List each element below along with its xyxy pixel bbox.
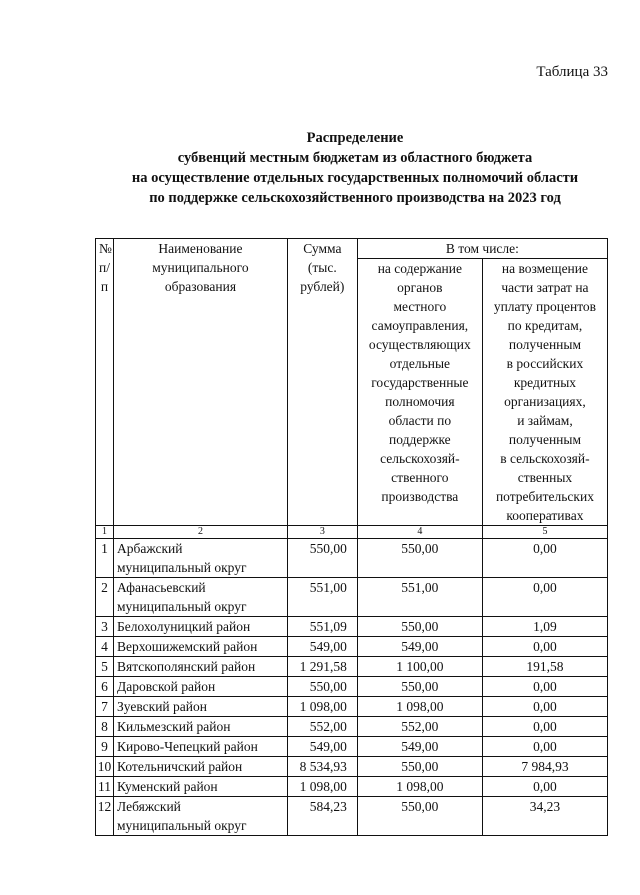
municipality-name: Кильмезский район	[114, 717, 288, 737]
municipality-name: Белохолуницкий район	[114, 617, 288, 637]
interest-compensation-amount: 0,00	[482, 737, 607, 757]
total-sum: 550,00	[287, 677, 357, 697]
municipality-name: Даровской район	[114, 677, 288, 697]
table-row	[96, 657, 608, 677]
municipality-name: Верхошижемский район	[114, 637, 288, 657]
header-sum: Сумма (тыс. рублей)	[287, 239, 357, 526]
municipality-name: Зуевский район	[114, 697, 288, 717]
interest-compensation-amount: 0,00	[482, 677, 607, 697]
table-row	[96, 637, 608, 657]
municipality-name: Котельничский район	[114, 757, 288, 777]
local-government-amount: 550,00	[357, 677, 482, 697]
total-sum: 584,23	[287, 797, 357, 836]
row-number: 1	[96, 539, 114, 578]
row-number: 10	[96, 757, 114, 777]
row-number: 5	[96, 657, 114, 677]
header-num: № п/п	[96, 239, 114, 526]
table-row	[96, 677, 608, 697]
local-government-amount: 549,00	[357, 737, 482, 757]
title-line: по поддержке сельскохозяйственного производства на 2023 год	[149, 190, 561, 206]
table-row	[96, 797, 608, 836]
total-sum: 1 291,58	[287, 657, 357, 677]
column-index: 3	[287, 526, 357, 539]
municipality-name: Кирово-Чепецкий район	[114, 737, 288, 757]
local-government-amount: 550,00	[357, 757, 482, 777]
local-government-amount: 551,00	[357, 578, 482, 617]
total-sum: 1 098,00	[287, 777, 357, 797]
table-row	[96, 578, 608, 617]
local-government-amount: 552,00	[357, 717, 482, 737]
header-including: В том числе:	[357, 239, 607, 259]
interest-compensation-amount: 7 984,93	[482, 757, 607, 777]
row-number: 9	[96, 737, 114, 757]
table-row	[96, 777, 608, 797]
municipality-name: Куменский район	[114, 777, 288, 797]
total-sum: 549,00	[287, 737, 357, 757]
interest-compensation-amount: 1,09	[482, 617, 607, 637]
column-index: 5	[482, 526, 607, 539]
row-number: 3	[96, 617, 114, 637]
total-sum: 552,00	[287, 717, 357, 737]
header-col-b: на возмещение части затрат на уплату процентов по кредитам, полученным в российских кредитных организациях, и займам, полученным в сельскохозяй- ственных потребительских кооперативах	[482, 259, 607, 526]
local-government-amount: 550,00	[357, 797, 482, 836]
header-col-a: на содержание органов местного самоуправления, осуществляющих отдельные государственные полномочия области по поддержке сельскохозяй- ственного производства	[357, 259, 482, 526]
total-sum: 551,00	[287, 578, 357, 617]
local-government-amount: 1 098,00	[357, 697, 482, 717]
municipality-name: Арбажский муниципальный округ	[114, 539, 288, 578]
total-sum: 550,00	[287, 539, 357, 578]
local-government-amount: 550,00	[357, 617, 482, 637]
table-number-label: Таблица 33	[536, 64, 608, 80]
row-number: 11	[96, 777, 114, 797]
table-row	[96, 717, 608, 737]
column-index: 4	[357, 526, 482, 539]
local-government-amount: 549,00	[357, 637, 482, 657]
document-title	[80, 128, 630, 208]
title-line: субвенций местным бюджетам из областного бюджета	[177, 150, 533, 166]
total-sum: 551,09	[287, 617, 357, 637]
table-row	[96, 737, 608, 757]
column-index: 2	[114, 526, 288, 539]
row-number: 8	[96, 717, 114, 737]
total-sum: 8 534,93	[287, 757, 357, 777]
table-row	[96, 757, 608, 777]
interest-compensation-amount: 0,00	[482, 637, 607, 657]
interest-compensation-amount: 191,58	[482, 657, 607, 677]
row-number: 2	[96, 578, 114, 617]
local-government-amount: 1 098,00	[357, 777, 482, 797]
row-number: 12	[96, 797, 114, 836]
row-number: 4	[96, 637, 114, 657]
row-number: 6	[96, 677, 114, 697]
total-sum: 549,00	[287, 637, 357, 657]
subventions-table	[95, 238, 608, 836]
interest-compensation-amount: 0,00	[482, 578, 607, 617]
interest-compensation-amount: 0,00	[482, 777, 607, 797]
column-index: 1	[96, 526, 114, 539]
local-government-amount: 1 100,00	[357, 657, 482, 677]
title-line: Распределение	[306, 130, 404, 146]
interest-compensation-amount: 0,00	[482, 539, 607, 578]
interest-compensation-amount: 34,23	[482, 797, 607, 836]
interest-compensation-amount: 0,00	[482, 697, 607, 717]
table-row	[96, 539, 608, 578]
total-sum: 1 098,00	[287, 697, 357, 717]
table-body	[96, 539, 608, 836]
local-government-amount: 550,00	[357, 539, 482, 578]
municipality-name: Лебяжский муниципальный округ	[114, 797, 288, 836]
header-name: Наименование муниципального образования	[114, 239, 288, 526]
municipality-name: Вятскополянский район	[114, 657, 288, 677]
municipality-name: Афанасьевский муниципальный округ	[114, 578, 288, 617]
table-row	[96, 697, 608, 717]
title-line: на осуществление отдельных государственных полномочий области	[131, 170, 579, 186]
interest-compensation-amount: 0,00	[482, 717, 607, 737]
row-number: 7	[96, 697, 114, 717]
table-row	[96, 617, 608, 637]
